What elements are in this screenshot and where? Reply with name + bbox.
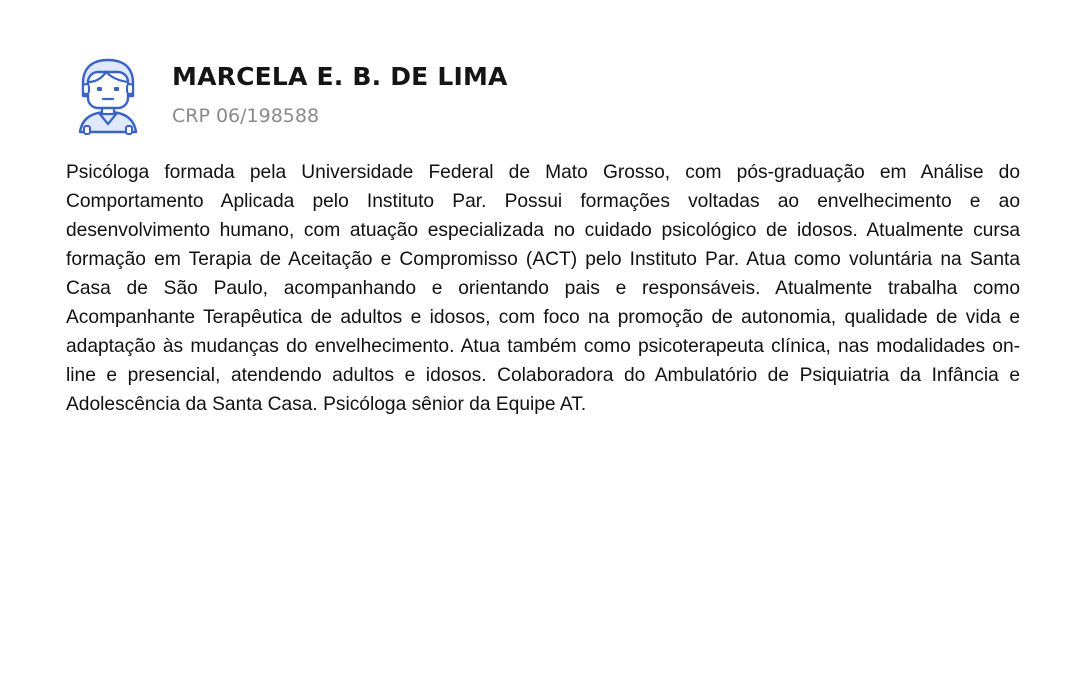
registration-number: CRP 06/198588 [172,105,320,127]
name-block [172,56,508,128]
profile-name: MARCELA E. B. DE LIMA [172,62,508,91]
user-avatar-icon [72,56,144,140]
profile-header [72,56,508,140]
profile-bio: Psicóloga formada pela Universidade Federal de Mato Grosso, com pós-graduação em Análise do Comportamento Aplicada pelo Instituto Par. Possui formações voltadas ao envelhecimento e ao desenvolvimento humano, com atuação especializada no cuidado psicológico de idosos. Atualmente cursa formação em Terapia de Aceitação e Compromisso (ACT) pelo Instituto Par. Atua como voluntária na Santa Casa de São Paulo, acompanhando e orientando pais e responsáveis. Atualmente trabalha como Acompanhante Terapêutica de adultos e idosos, com foco na promoção de autonomia, qualidade de vida e adaptação às mudanças do envelhecimento. Atua também como psicoterapeuta clínica, nas modalidades on-line e presencial, atendendo adultos e idosos. Colaboradora do Ambulatório de Psiquiatria da Infância e Adolescência da Santa Casa. Psicóloga sênior da Equipe AT. [66,162,1020,415]
